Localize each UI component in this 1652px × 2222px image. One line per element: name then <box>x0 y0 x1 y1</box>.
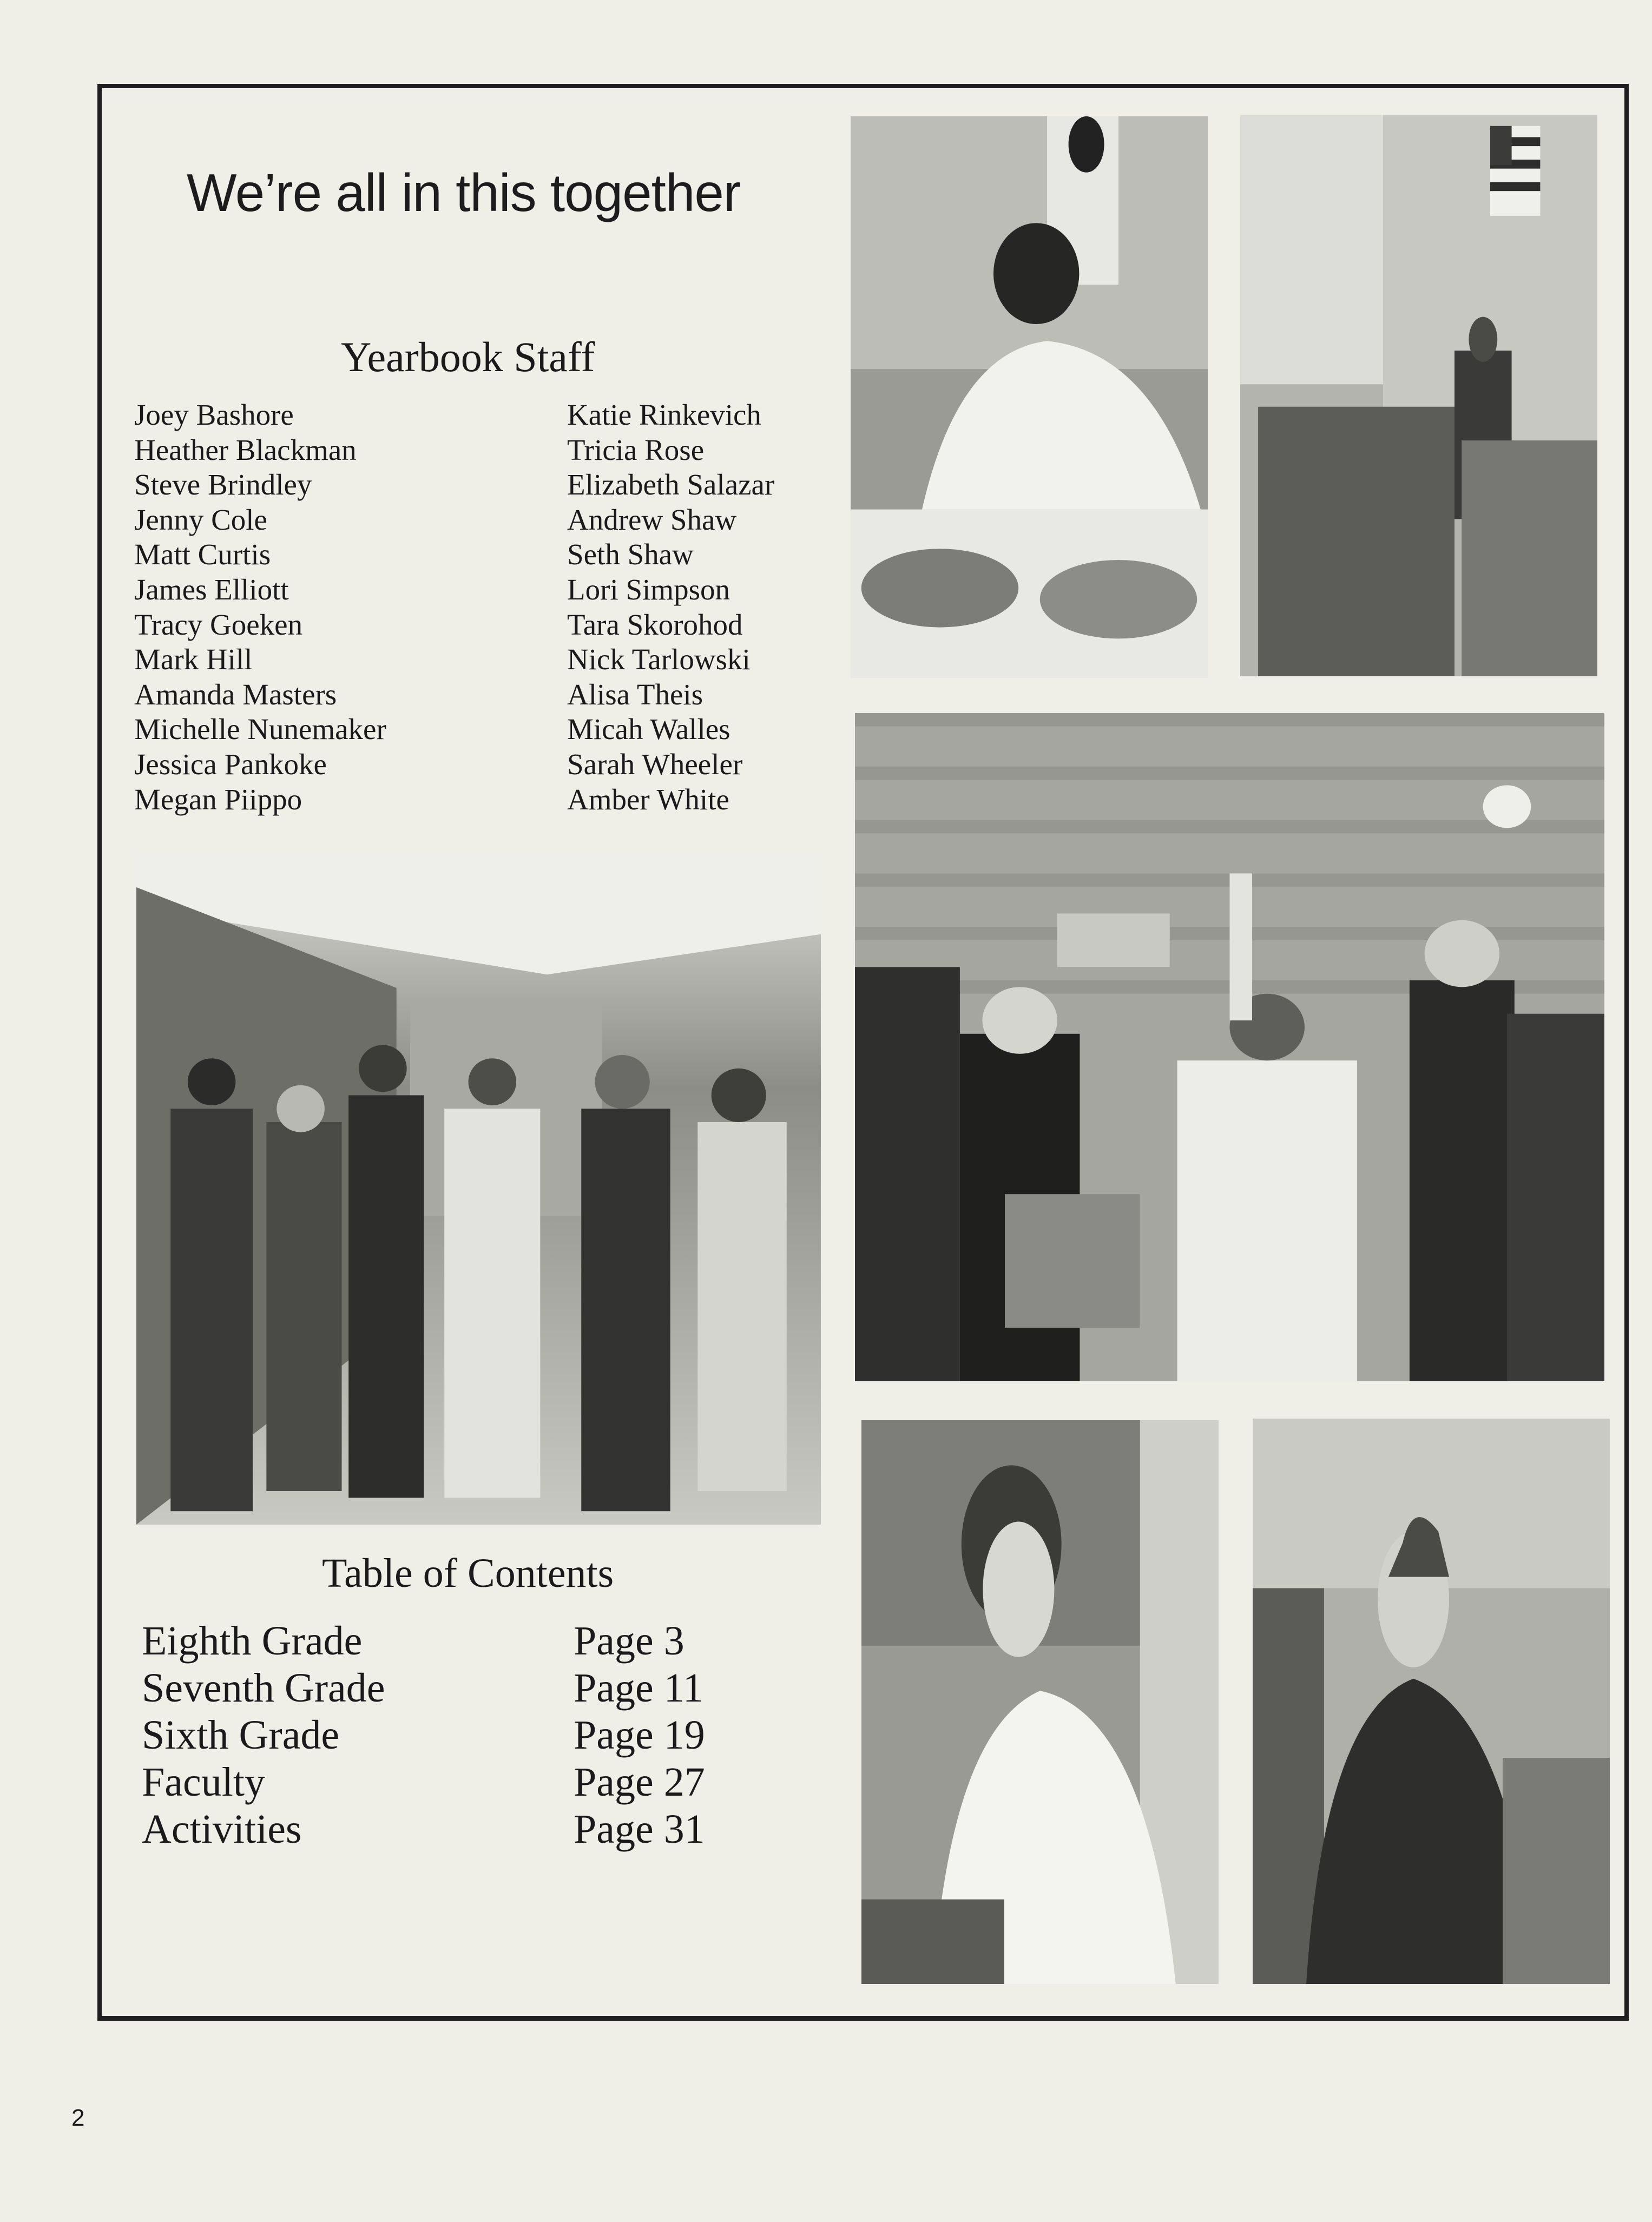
photo-group-cheering <box>855 713 1604 1381</box>
staff-member: Katie Rinkevich <box>567 398 761 431</box>
toc-entry <box>142 1618 764 1665</box>
toc-section: Seventh Grade <box>142 1665 385 1711</box>
staff-member: Michelle Nunemaker <box>134 713 386 746</box>
staff-member: Elizabeth Salazar <box>567 468 775 502</box>
photo-classroom-flag-image <box>1240 115 1597 676</box>
yearbook-staff-title: Yearbook Staff <box>341 333 595 380</box>
photo-hallway-students-image <box>136 854 821 1525</box>
toc-page: Page 31 <box>574 1806 705 1852</box>
toc-page: Page 11 <box>574 1665 703 1711</box>
toc-entry <box>142 1712 764 1759</box>
photo-group-cheering-image <box>855 713 1604 1381</box>
table-of-contents-title: Table of Contents <box>322 1551 614 1596</box>
staff-member: Mark Hill <box>134 643 253 676</box>
staff-member: Heather Blackman <box>134 433 357 466</box>
staff-member: Micah Walles <box>567 713 730 746</box>
photo-student-writing <box>861 1420 1219 1984</box>
staff-member: Matt Curtis <box>134 538 271 571</box>
toc-section: Faculty <box>142 1759 265 1805</box>
photo-art-class-image <box>851 116 1208 678</box>
staff-list-left <box>134 398 386 817</box>
staff-member: James Elliott <box>134 572 289 606</box>
staff-member: Steve Brindley <box>134 468 312 502</box>
toc-entry <box>142 1806 764 1853</box>
toc-page: Page 27 <box>574 1759 705 1805</box>
photo-hallway-students <box>136 854 821 1525</box>
staff-member: Amber White <box>567 782 729 816</box>
staff-member: Lori Simpson <box>567 572 730 606</box>
staff-list-right <box>567 398 774 817</box>
photo-art-class <box>851 116 1208 678</box>
staff-member: Sarah Wheeler <box>567 747 743 781</box>
toc-section: Activities <box>142 1806 302 1852</box>
staff-member: Alisa Theis <box>567 677 703 711</box>
table-of-contents <box>142 1618 764 1853</box>
staff-member: Megan Piippo <box>134 782 302 816</box>
staff-member: Tracy Goeken <box>134 608 303 641</box>
toc-page: Page 19 <box>574 1712 705 1758</box>
page-number: 2 <box>71 2105 85 2131</box>
photo-boy-in-jacket <box>1253 1419 1610 1984</box>
photo-student-writing-image <box>861 1420 1219 1984</box>
toc-section: Sixth Grade <box>142 1712 340 1758</box>
staff-member: Seth Shaw <box>567 538 694 571</box>
staff-member: Jessica Pankoke <box>134 747 327 781</box>
staff-member: Jenny Cole <box>134 503 267 536</box>
staff-member: Tara Skorohod <box>567 608 743 641</box>
toc-section: Eighth Grade <box>142 1618 363 1664</box>
staff-member: Tricia Rose <box>567 433 705 466</box>
photo-boy-in-jacket-image <box>1253 1419 1610 1984</box>
toc-page: Page 3 <box>574 1618 685 1664</box>
page-heading: We’re all in this together <box>187 163 741 222</box>
toc-entry <box>142 1665 764 1712</box>
staff-member: Amanda Masters <box>134 677 337 711</box>
staff-member: Joey Bashore <box>134 398 294 431</box>
staff-member: Nick Tarlowski <box>567 643 751 676</box>
toc-entry <box>142 1759 764 1806</box>
photo-classroom-flag <box>1240 115 1597 676</box>
staff-member: Andrew Shaw <box>567 503 737 536</box>
